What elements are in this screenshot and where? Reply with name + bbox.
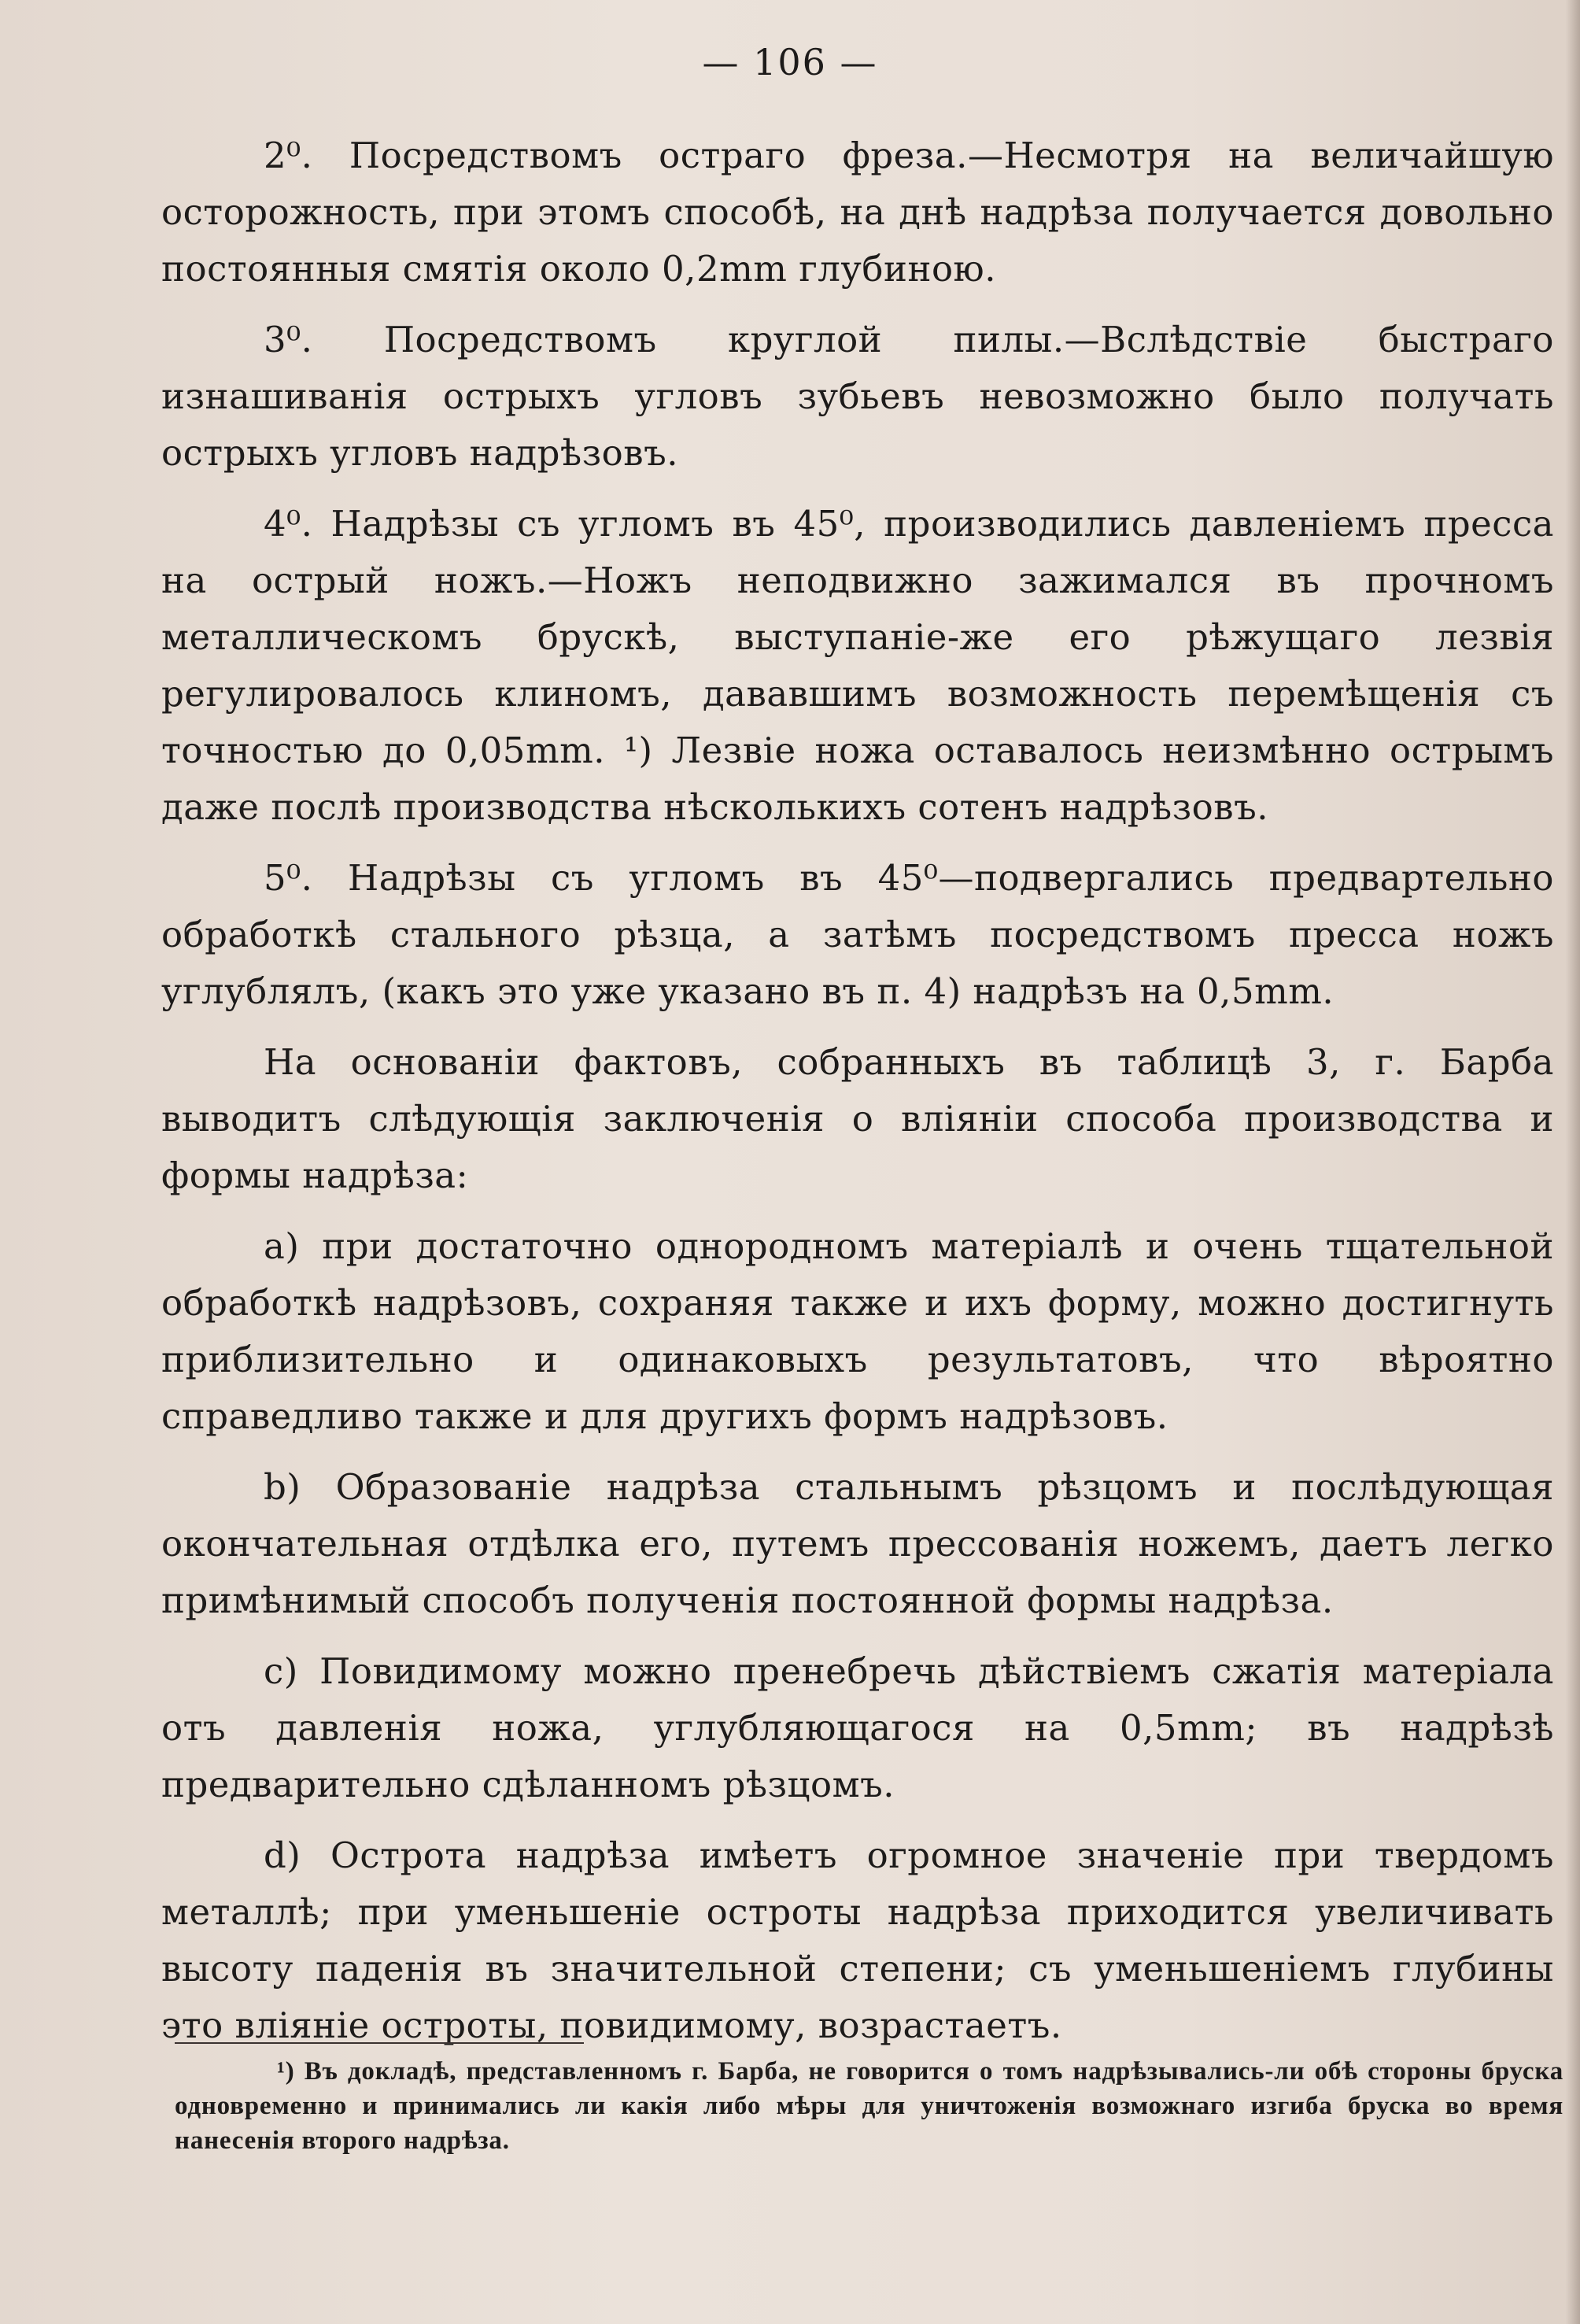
- body-text: [161, 127, 1554, 2068]
- paragraph-method-3-circular-saw: 3⁰. Посредствомъ круглой пилы.—Вслѣдствіе быстраго изнашиванія острыхъ угловъ зубьевъ невозможно было получать острыхъ угловъ надрѣзовъ.: [161, 319, 1554, 474]
- paragraph-method-5-cutter-and-press: 5⁰. Надрѣзы съ угломъ въ 45⁰—подвергались предвартельно обработкѣ стального рѣзца, а затѣмъ посредствомъ пресса ножъ углублялъ, (какъ это уже указано въ п. 4) надрѣзъ на 0,5mm.: [161, 857, 1554, 1012]
- paragraph-method-2-milling: 2⁰. Посредствомъ остраго фреза.—Несмотря на величайшую осторожность, при этомъ способѣ, на днѣ надрѣза получается довольно постоянныя смятія около 0,2mm глубиною.: [161, 135, 1554, 290]
- paragraph-method-4-press-knife: 4⁰. Надрѣзы съ угломъ въ 45⁰, производились давленіемъ пресса на острый ножъ.—Ножъ неподвижно зажимался въ прочномъ металлическомъ брускѣ, выступаніе-же его рѣжущаго лезвія регулировалось клиномъ, дававшимъ возможность перемѣщенія съ точностью до 0,05mm. ¹) Лезвіе ножа оставалось неизмѣнно острымъ даже послѣ производства нѣсколькихъ сотенъ надрѣзовъ.: [161, 503, 1554, 828]
- paragraph-conclusions-intro: На основаніи фактовъ, собранныхъ въ таблицѣ 3, г. Барба выводитъ слѣдующія заключенія о вліяніи способа производства и формы надрѣза:: [161, 1041, 1554, 1196]
- paragraph-conclusion-b: b) Образованіе надрѣза стальнымъ рѣзцомъ и послѣдующая окончательная отдѣлка его, путемъ прессованія ножемъ, даетъ легко примѣнимый способъ полученія постоянной формы надрѣза.: [161, 1466, 1554, 1621]
- paragraph-conclusion-a: a) при достаточно однородномъ матеріалѣ и очень тщательной обработкѣ надрѣзовъ, сохраняя также и ихъ форму, можно достигнуть приблизительно и одинаковыхъ результатовъ, что вѣроятно справедливо также и для другихъ формъ надрѣзовъ.: [161, 1225, 1554, 1437]
- paragraph-conclusion-c: c) Повидимому можно пренебречь дѣйствіемъ сжатія матеріала отъ давленія ножа, углубляющагося на 0,5mm; въ надрѣзѣ предварительно сдѣланномъ рѣзцомъ.: [161, 1650, 1554, 1805]
- paragraph-conclusion-d: d) Острота надрѣза имѣетъ огромное значеніе при твердомъ металлѣ; при уменьшеніе остроты надрѣза приходится увеличивать высоту паденія въ значительной степени; съ уменьшеніемъ глубины это вліяніе остроты, повидимому, возрастаетъ.: [161, 1834, 1554, 2046]
- footnote-divider: [175, 2042, 584, 2044]
- page-number: — 106 —: [702, 41, 878, 83]
- footnote: ¹) Въ докладѣ, представленномъ г. Барба, не говорится о томъ надрѣзывались-ли обѣ стороны бруска одновременно и принимались ли какія либо мѣры для уничтоженія возможнаго изгиба бруска во время нанесенія второго надрѣза.: [175, 2057, 1563, 2155]
